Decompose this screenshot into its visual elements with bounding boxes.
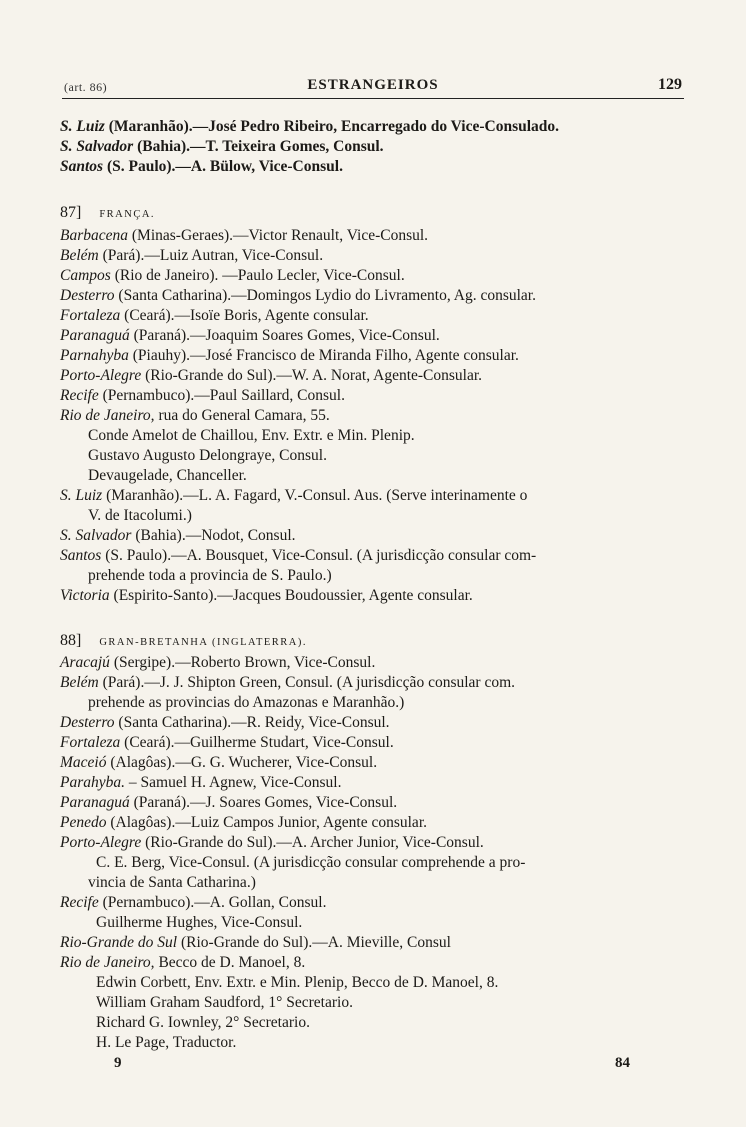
list-item: S. Luiz (Maranhão).—José Pedro Ribeiro, Encarregado do Vice-Consulado. [60, 118, 560, 135]
list-item: Paranaguá (Paraná).—Joaquim Soares Gomes, Vice-Consul. [60, 327, 440, 344]
page-title: ESTRANGEIROS [307, 77, 439, 93]
list-item: Desterro (Santa Catharina).—R. Reidy, Vice-Consul. [60, 714, 390, 731]
list-item: prehende toda a provincia de S. Paulo.) [88, 567, 332, 584]
list-item: S. Luiz (Maranhão).—L. A. Fagard, V.-Consul. Aus. (Serve interinamente o [60, 487, 528, 504]
list-item: Richard G. Iownley, 2° Secretario. [96, 1014, 310, 1031]
signature-mark: 9 [114, 1055, 122, 1071]
list-item: Conde Amelot de Chaillou, Env. Extr. e Min. Plenip. [88, 427, 415, 444]
list-item: Fortaleza (Ceará).—Isoïe Boris, Agente consular. [60, 307, 369, 324]
list-item: Belém (Pará).—J. J. Shipton Green, Consul. (A jurisdicção consular com. [60, 674, 516, 691]
list-item: Campos (Rio de Janeiro). —Paulo Lecler, Vice-Consul. [60, 267, 405, 284]
list-item: Belém (Pará).—Luiz Autran, Vice-Consul. [60, 247, 324, 264]
list-item: Rio de Janeiro, rua do General Camara, 55. [60, 407, 330, 424]
list-item: Rio-Grande do Sul (Rio-Grande do Sul).—A. Mieville, Consul [60, 934, 451, 951]
sheet-number: 84 [615, 1055, 630, 1071]
list-item: Santos (S. Paulo).—A. Bülow, Vice-Consul. [60, 158, 343, 175]
list-item: Paranaguá (Paraná).—J. Soares Gomes, Vice-Consul. [60, 794, 398, 811]
list-item: Rio de Janeiro, Becco de D. Manoel, 8. [60, 954, 306, 971]
list-item: Penedo (Alagôas).—Luiz Campos Junior, Agente consular. [60, 814, 427, 831]
section-heading-great-britain: 88] GRAN-BRETANHA (INGLATERRA). [60, 632, 307, 649]
list-item: vincia de Santa Catharina.) [88, 874, 256, 891]
list-item: C. E. Berg, Vice-Consul. (A jurisdicção consular comprehende a pro- [96, 854, 526, 871]
list-item: H. Le Page, Traductor. [96, 1034, 237, 1051]
page-number: 129 [658, 76, 682, 93]
list-item: Porto-Alegre (Rio-Grande do Sul).—A. Archer Junior, Vice-Consul. [60, 834, 484, 851]
list-item: Parahyba. – Samuel H. Agnew, Vice-Consul. [60, 774, 342, 791]
list-item: V. de Itacolumi.) [88, 507, 192, 524]
list-item: Desterro (Santa Catharina).—Domingos Lydio do Livramento, Ag. consular. [60, 287, 536, 304]
list-item: S. Salvador (Bahia).—Nodot, Consul. [60, 527, 296, 544]
list-item: Santos (S. Paulo).—A. Bousquet, Vice-Consul. (A jurisdicção consular com- [60, 547, 537, 564]
list-item: Recife (Pernambuco).—A. Gollan, Consul. [60, 894, 327, 911]
list-item: S. Salvador (Bahia).—T. Teixeira Gomes, Consul. [60, 138, 384, 155]
list-item: Edwin Corbett, Env. Extr. e Min. Plenip, Becco de D. Manoel, 8. [96, 974, 499, 991]
list-item: prehende as provincias do Amazonas e Maranhão.) [88, 694, 405, 711]
list-item: Parnahyba (Piauhy).—José Francisco de Miranda Filho, Agente consular. [60, 347, 519, 364]
list-item: Aracajú (Sergipe).—Roberto Brown, Vice-Consul. [60, 654, 376, 671]
list-item: Barbacena (Minas-Geraes).—Victor Renault, Vice-Consul. [60, 227, 429, 244]
section-heading-france: 87] FRANÇA. [60, 204, 156, 221]
list-item: William Graham Saudford, 1° Secretario. [96, 994, 353, 1011]
header-rule [62, 98, 684, 99]
article-ref: (art. 86) [64, 80, 108, 94]
list-item: Devaugelade, Chanceller. [88, 467, 247, 484]
list-item: Victoria (Espirito-Santo).—Jacques Boudoussier, Agente consular. [60, 587, 473, 604]
list-item: Guilherme Hughes, Vice-Consul. [96, 914, 303, 931]
list-item: Fortaleza (Ceará).—Guilherme Studart, Vice-Consul. [60, 734, 394, 751]
list-item: Recife (Pernambuco).—Paul Saillard, Consul. [60, 387, 345, 404]
list-item: Maceió (Alagôas).—G. G. Wucherer, Vice-Consul. [60, 754, 378, 771]
list-item: Gustavo Augusto Delongraye, Consul. [88, 447, 327, 464]
list-item: Porto-Alegre (Rio-Grande do Sul).—W. A. Norat, Agente-Consular. [60, 367, 483, 384]
